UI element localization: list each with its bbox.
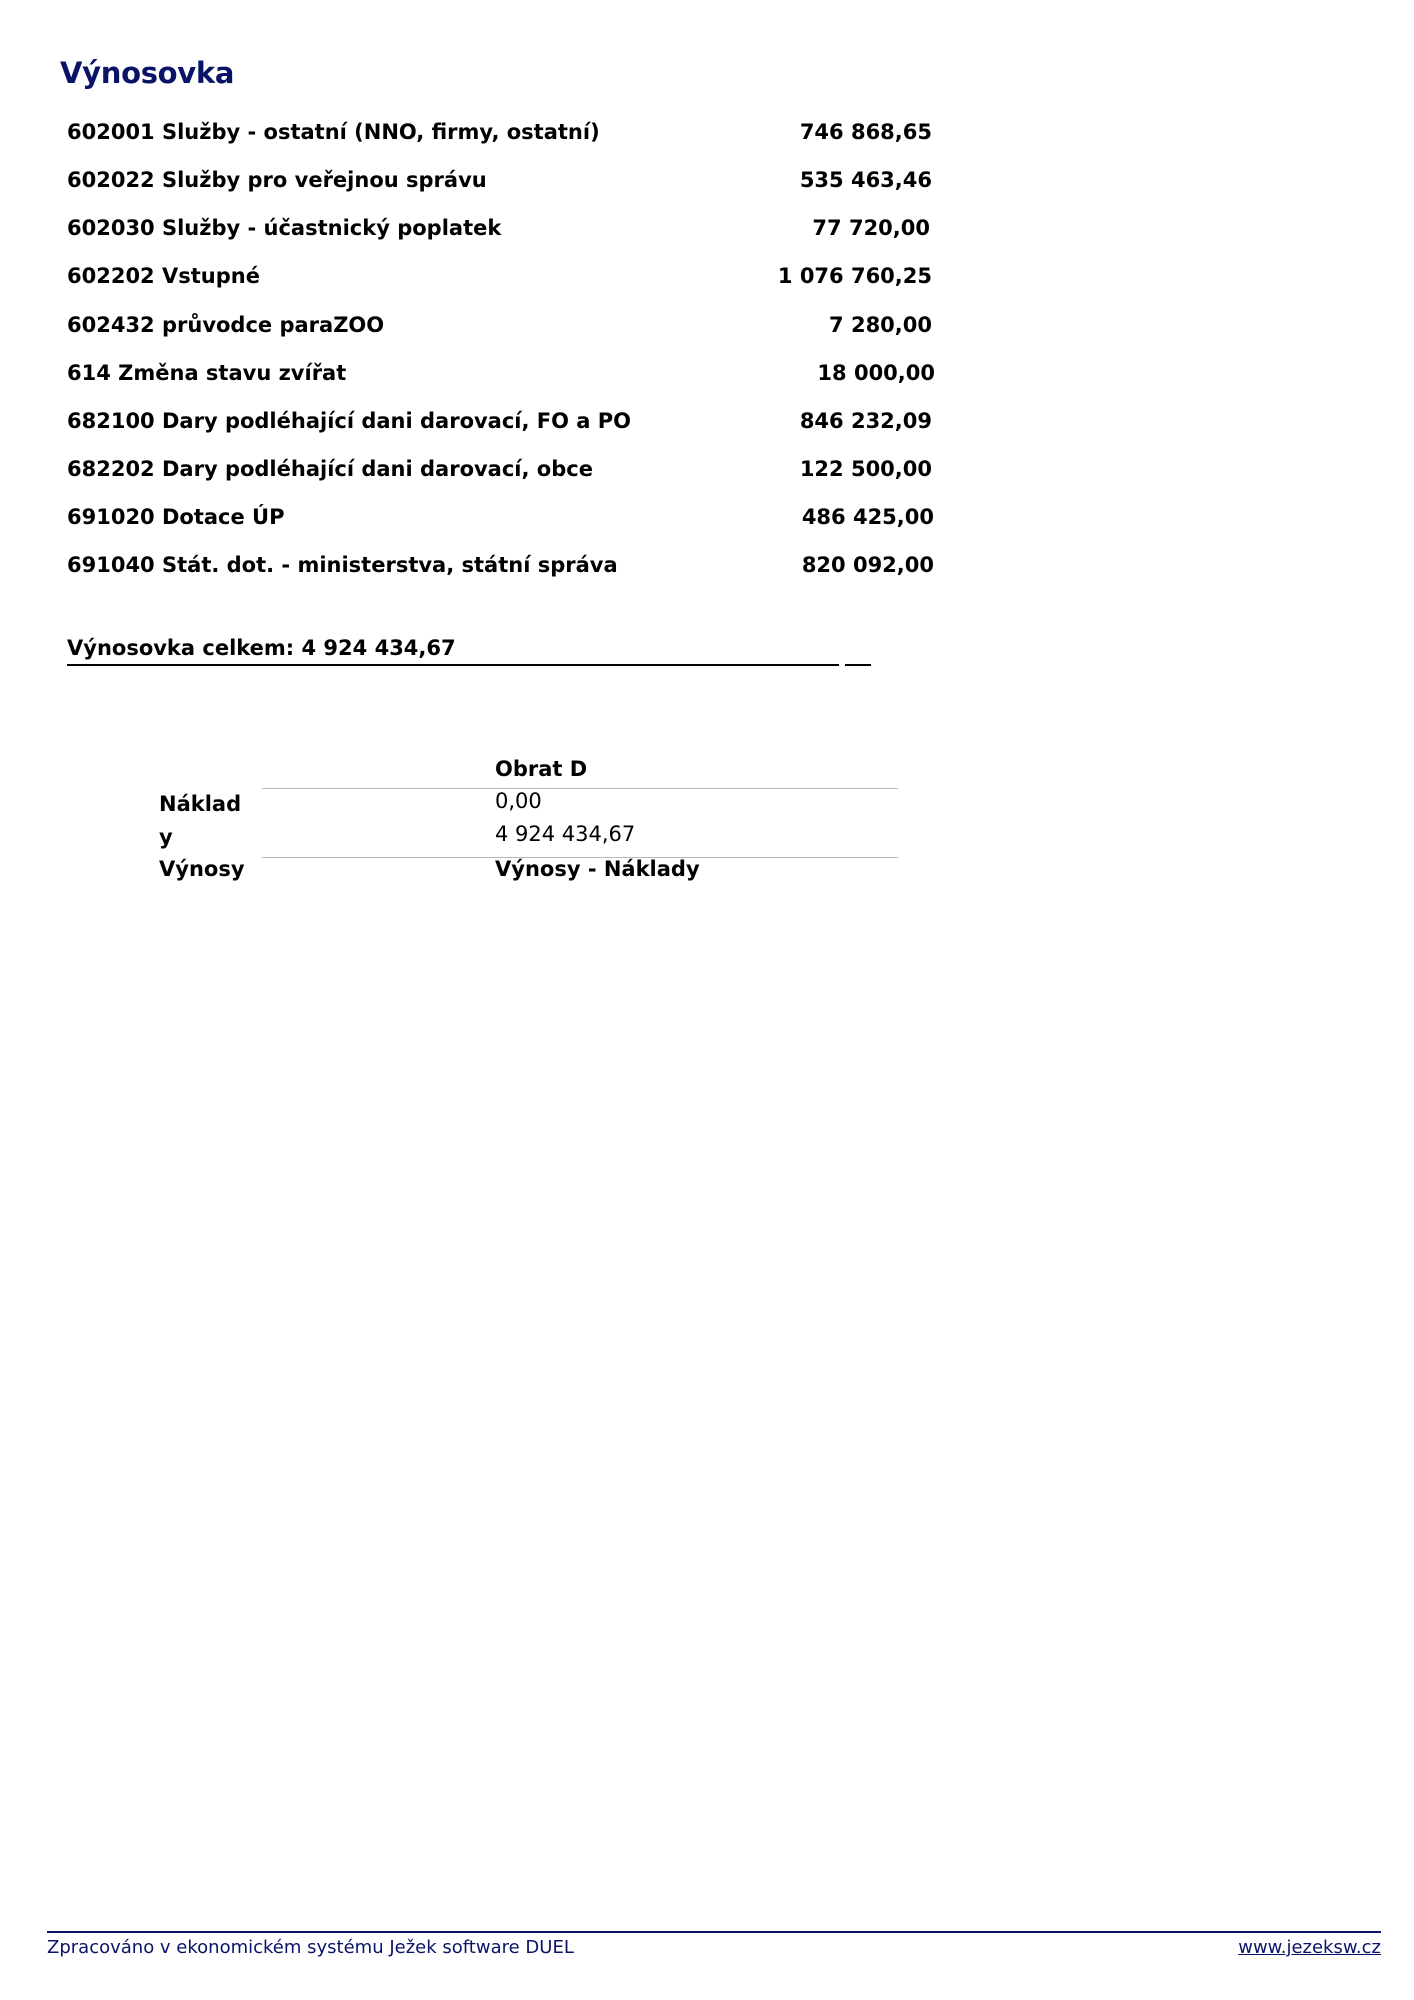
account-name: 614 Změna stavu zvířat — [67, 361, 347, 385]
account-amount: 1 076 760,25 — [777, 264, 932, 288]
footer-note: Zpracováno v ekonomickém systému Ježek software DUEL — [47, 1937, 574, 1958]
revenue-total: Výnosovka celkem: 4 924 434,67 — [67, 636, 456, 660]
account-amount: 486 425,00 — [801, 505, 934, 529]
account-name: 691040 Stát. dot. - ministerstva, státní správa — [67, 553, 618, 577]
row-label-naklady: Náklad — [159, 792, 242, 816]
footer-rule — [47, 1931, 1381, 1933]
account-amount: 820 092,00 — [801, 553, 934, 577]
account-amount: 122 500,00 — [799, 457, 932, 481]
revenue-row — [67, 264, 932, 294]
account-name: 602432 průvodce paraZOO — [67, 313, 385, 337]
revenue-row — [67, 553, 934, 583]
account-name: 682202 Dary podléhající dani darovací, obce — [67, 457, 593, 481]
row-label-naklady-wrap: y — [159, 825, 173, 849]
account-name: 602030 Služby - účastnický poplatek — [67, 216, 502, 240]
page-title: Výnosovka — [60, 56, 235, 90]
account-amount: 18 000,00 — [817, 361, 935, 385]
total-underline — [67, 664, 839, 666]
naklady-obrat-d: 0,00 — [495, 789, 542, 813]
revenue-row — [67, 313, 932, 343]
account-name: 691020 Dotace ÚP — [67, 505, 285, 529]
account-amount: 746 868,65 — [799, 120, 932, 144]
account-name: 682100 Dary podléhající dani darovací, FO a PO — [67, 409, 632, 433]
revenue-row — [67, 409, 932, 439]
result-label: Výnosy - Náklady — [495, 857, 700, 881]
revenue-row — [67, 168, 932, 198]
revenue-row — [67, 120, 932, 150]
revenue-row — [67, 457, 932, 487]
header-rule — [262, 788, 898, 789]
header-obrat-d: Obrat D — [495, 757, 588, 781]
vynosy-obrat-d: 4 924 434,67 — [495, 822, 636, 846]
total-underline-short — [845, 664, 871, 666]
revenue-row — [67, 216, 930, 246]
account-amount: 77 720,00 — [812, 216, 930, 240]
account-amount: 535 463,46 — [799, 168, 932, 192]
account-name: 602202 Vstupné — [67, 264, 260, 288]
revenue-row — [67, 505, 934, 535]
footer-link[interactable]: www.jezeksw.cz — [1238, 1937, 1381, 1958]
row-label-vynosy: Výnosy — [159, 857, 245, 881]
account-name: 602022 Služby pro veřejnou správu — [67, 168, 487, 192]
account-name: 602001 Služby - ostatní (NNO, firmy, ostatní) — [67, 120, 600, 144]
account-amount: 7 280,00 — [829, 313, 932, 337]
revenue-row — [67, 361, 935, 391]
account-amount: 846 232,09 — [799, 409, 932, 433]
